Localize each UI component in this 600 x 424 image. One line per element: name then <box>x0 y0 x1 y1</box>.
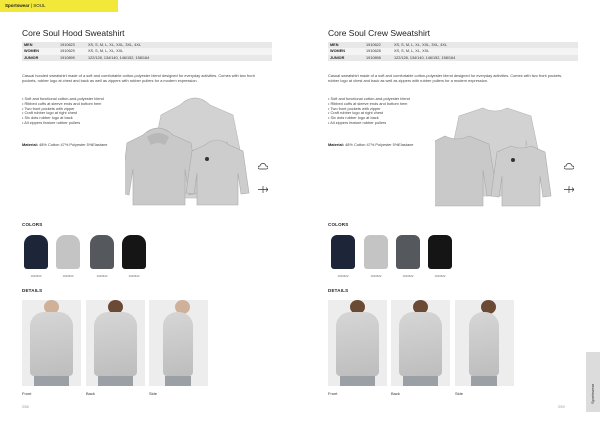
color-swatch[interactable] <box>20 232 52 272</box>
section-tab: Sportswear | SOUL <box>0 0 118 12</box>
feature-item: • Craft rubber logo at right chest <box>328 111 410 116</box>
swatch-code: 1910623 <box>62 274 74 278</box>
cloud-icon <box>564 163 574 170</box>
material-info <box>328 142 413 147</box>
variant-table <box>328 42 578 61</box>
swatch-garment <box>396 235 420 269</box>
color-swatch[interactable] <box>327 232 359 272</box>
variant-label: MEN <box>330 43 339 48</box>
arrow-split-icon <box>258 186 268 193</box>
variant-sizes: XS, S, M, L, XL, XXL, 3XL, 4XL <box>394 43 447 48</box>
feature-item: • Two front pockets with zipper <box>328 107 410 112</box>
sidebar-tab <box>586 352 600 412</box>
fit-icon-block <box>256 186 270 194</box>
swatch-code: 1910623 <box>30 274 42 278</box>
model-legs <box>165 376 191 386</box>
product-description: Casual hooded sweatshirt made of a soft and comfortable cotton-polyester blend designed for everyday activities. Comes with two front pockets, rubber logo at chest and back as well as zippers with rubber pullers for a modern expression. <box>22 73 255 83</box>
color-swatch[interactable] <box>392 232 424 272</box>
model-legs <box>403 376 438 386</box>
feature-item: • All zippers feature rubber pullers <box>328 121 410 126</box>
variant-row <box>22 55 272 61</box>
material-label: Material: <box>22 142 38 147</box>
page-number: 259 <box>558 404 565 409</box>
detail-photo-back[interactable] <box>86 300 145 386</box>
swatch-garment <box>364 235 388 269</box>
swatch-garment <box>56 235 80 269</box>
variant-row <box>328 55 578 61</box>
variant-sizes: 122/128, 134/140, 146/152, 158/164 <box>88 55 150 60</box>
detail-caption: Front <box>328 391 338 396</box>
feature-item: • Two front pockets with zipper <box>22 107 104 112</box>
variant-label: JUNIOR <box>24 55 39 60</box>
material-value: 48% Cotton 47% Polyester 5%Elastane <box>345 142 414 147</box>
model-torso <box>399 312 442 376</box>
swatch-garment <box>122 235 146 269</box>
product-title: Core Soul Crew Sweatshirt <box>328 28 431 38</box>
variant-sizes: 122/128, 134/140, 146/152, 158/164 <box>394 55 456 60</box>
variant-code: 1910628 <box>366 49 381 54</box>
variant-label: WOMEN <box>24 49 39 54</box>
variant-label: WOMEN <box>330 49 345 54</box>
model-legs <box>340 376 375 386</box>
cloud-icon <box>258 163 268 170</box>
detail-caption: Front <box>22 391 32 396</box>
swatch-code: 1910623 <box>96 274 108 278</box>
swatch-code: 1910622 <box>434 274 446 278</box>
model-torso <box>30 312 73 376</box>
swatch-garment <box>331 235 355 269</box>
feature-list <box>22 97 104 126</box>
swatch-garment <box>24 235 48 269</box>
product-photo-hoodies <box>125 93 255 208</box>
color-swatch[interactable] <box>118 232 150 272</box>
feature-item: • Six dots rubber logo at back <box>22 116 104 121</box>
model-torso <box>469 312 499 376</box>
feature-item: • Six dots rubber logo at back <box>328 116 410 121</box>
feature-list <box>328 97 410 126</box>
colors-heading: COLORS <box>22 222 43 227</box>
page-number: 258 <box>22 404 29 409</box>
sidebar-label: Sportswear <box>590 383 595 404</box>
variant-code: 1910623 <box>60 43 75 48</box>
color-swatch[interactable] <box>86 232 118 272</box>
variant-sizes: XS, S, M, L, XL, XXL, 3XL, 4XL <box>88 43 141 48</box>
crew-front-image <box>435 136 497 206</box>
variant-label: MEN <box>24 43 33 48</box>
page-right <box>300 0 600 424</box>
swatch-garment <box>90 235 114 269</box>
feature-item: • Soft and functional cotton-and-polyester blend <box>22 97 104 102</box>
swatch-code: 1910622 <box>402 274 414 278</box>
model-torso <box>336 312 379 376</box>
variant-code: 1910622 <box>366 43 381 48</box>
variant-label: JUNIOR <box>330 55 345 60</box>
section-series: SOUL <box>33 3 46 8</box>
detail-caption: Side <box>455 391 464 396</box>
variant-sizes: XS, S, M, L, XL, XXL <box>394 49 430 54</box>
material-info <box>22 142 107 147</box>
model-torso <box>94 312 137 376</box>
section-category: Sportswear <box>5 3 30 8</box>
weather-icon-block <box>256 163 270 171</box>
feature-item: • Craft rubber logo at right chest <box>22 111 104 116</box>
product-title: Core Soul Hood Sweatshirt <box>22 28 125 38</box>
model-legs <box>471 376 497 386</box>
variant-code: 1910629 <box>60 49 75 54</box>
color-swatch[interactable] <box>52 232 84 272</box>
material-value: 48% Cotton 47% Polyester 5%Elastane <box>39 142 108 147</box>
color-swatch[interactable] <box>424 232 456 272</box>
detail-photo-front[interactable] <box>328 300 387 386</box>
feature-item: • Ribbed cuffs at sleeve ends and bottom hem <box>22 102 104 107</box>
model-torso <box>163 312 193 376</box>
swatch-code: 1910622 <box>370 274 382 278</box>
color-swatch[interactable] <box>360 232 392 272</box>
swatch-code: 1910622 <box>337 274 349 278</box>
weather-icon-block <box>562 163 576 171</box>
variant-code: 1910898 <box>366 55 381 60</box>
swatch-garment <box>428 235 452 269</box>
swatch-code: 1910623 <box>128 274 140 278</box>
variant-table <box>22 42 272 61</box>
model-legs <box>34 376 69 386</box>
crew-junior-image <box>491 146 551 206</box>
detail-caption: Side <box>149 391 158 396</box>
model-legs <box>98 376 133 386</box>
details-heading: DETAILS <box>328 288 349 293</box>
detail-caption: Back <box>391 391 400 396</box>
colors-heading: COLORS <box>328 222 349 227</box>
details-heading: DETAILS <box>22 288 43 293</box>
detail-photo-side[interactable] <box>149 300 208 386</box>
detail-photo-side[interactable] <box>455 300 514 386</box>
fit-icon-block <box>562 186 576 194</box>
detail-caption: Back <box>86 391 95 396</box>
feature-item: • All zippers feature rubber pullers <box>22 121 104 126</box>
arrow-split-icon <box>564 186 574 193</box>
detail-photo-front[interactable] <box>22 300 81 386</box>
product-description: Casual sweatshirt made of a soft and comfortable cotton-polyester blend designed for everyday activities. Comes with two front pockets, rubber logo at chest and back as well as zippers with rubber pullers for a modern expression. <box>328 73 563 83</box>
variant-code: 1910899 <box>60 55 75 60</box>
detail-photo-back[interactable] <box>391 300 450 386</box>
product-photo-crews <box>435 100 555 208</box>
feature-item: • Soft and functional cotton-and-polyester blend <box>328 97 410 102</box>
material-label: Material: <box>328 142 344 147</box>
feature-item: • Ribbed cuffs at sleeve ends and bottom hem <box>328 102 410 107</box>
variant-sizes: XS, S, M, L, XL, XXL <box>88 49 124 54</box>
